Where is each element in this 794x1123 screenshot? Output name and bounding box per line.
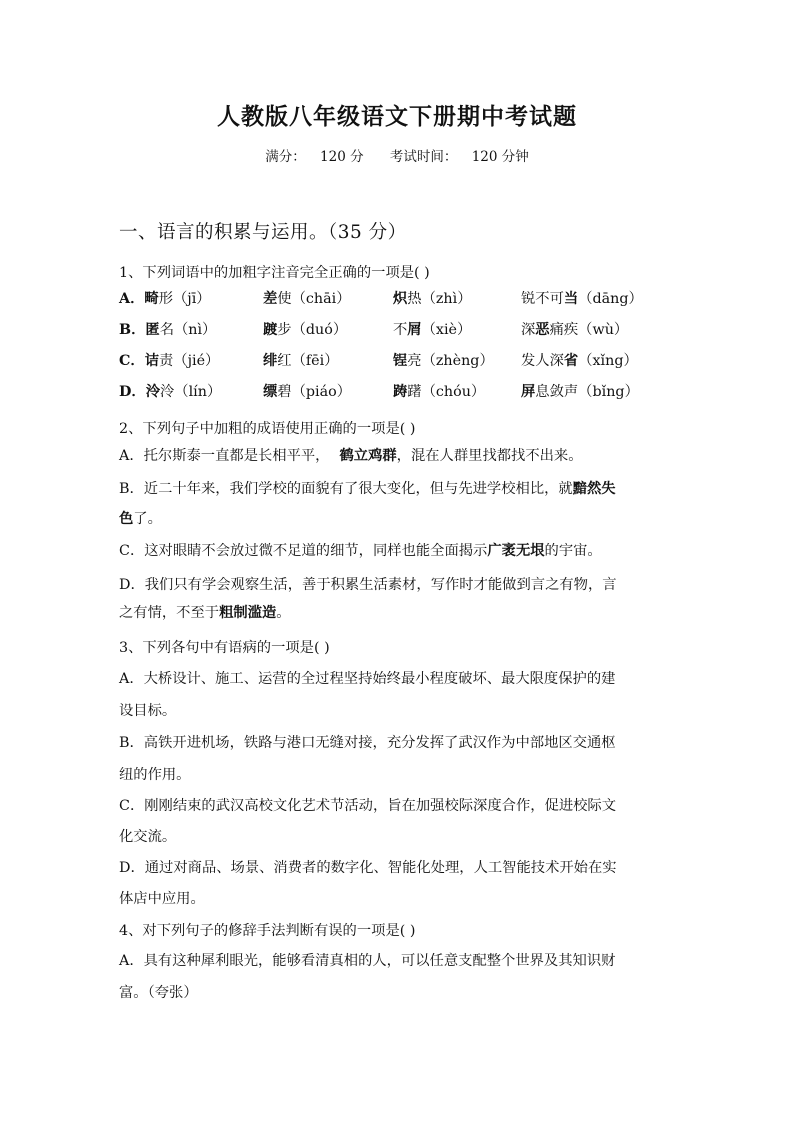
q1-stem: 1、下列词语中的加粗字注音完全正确的一项是( ) <box>119 265 430 281</box>
q1-b-cell-1: B．匿名（nì） <box>119 322 217 338</box>
q4-option-a-line2: 富。（夸张） <box>119 985 198 1001</box>
q3-option-d-line1: D．通过对商品、场景、消费者的数字化、智能化处理，人工智能技术开始在实 <box>119 860 617 876</box>
q3-option-c-line1: C．刚刚结束的武汉高校文化艺术节活动，旨在加强校际深度合作，促进校际文 <box>119 798 617 814</box>
q1-c-cell-2: 绯红（fēi） <box>263 353 339 369</box>
q1-a-cell-2: 差使（chāi） <box>263 291 351 307</box>
q2-option-d-line1: D．我们只有学会观察生活，善于积累生活素材，写作时才能做到言之有物，言 <box>119 577 617 593</box>
q1-a-cell-4: 锐不可当（dāng） <box>521 291 643 307</box>
q1-c-cell-3: 锃亮（zhèng） <box>393 353 494 369</box>
q1-a-cell-1: A．畸形（jī） <box>119 291 211 307</box>
q3-option-b-line2: 纽的作用。 <box>119 767 191 783</box>
q1-c-cell-1: C．诘责（jié） <box>119 353 220 369</box>
q2-stem: 2、下列句子中加粗的成语使用正确的一项是( ) <box>119 421 416 437</box>
q2-option-a: A．托尔斯泰一直都是长相平平， 鹤立鸡群，混在人群里找都找不出来。 <box>119 448 583 464</box>
q1-b-cell-2: 踱步（duó） <box>263 322 348 338</box>
q1-d-cell-1: D．泠泠（lín） <box>119 384 222 400</box>
q1-b-cell-4: 深恶痛疾（wù） <box>521 322 629 338</box>
score-label: 满分： <box>265 149 306 165</box>
q2-option-b-line2: 色了。 <box>119 511 162 527</box>
score-value: 120 分 <box>320 149 364 165</box>
exam-info <box>0 145 794 165</box>
q2-option-b-line1: B．近二十年来，我们学校的面貌有了很大变化，但与先进学校相比，就黯然失 <box>119 481 616 497</box>
q3-option-c-line2: 化交流。 <box>119 829 177 845</box>
q3-option-a-line2: 设目标。 <box>119 703 177 719</box>
q3-option-b-line1: B．高铁开进机场，铁路与港口无缝对接，充分发挥了武汉作为中部地区交通枢 <box>119 735 616 751</box>
section-heading: 一、语言的积累与运用。（35 分） <box>119 222 407 243</box>
q2-option-c: C．这对眼睛不会放过微不足道的细节，同样也能全面揭示广袤无垠的宇宙。 <box>119 543 602 559</box>
page-title: 人教版八年级语文下册期中考试题 <box>217 103 577 130</box>
time-label: 考试时间： <box>389 149 458 165</box>
q3-option-a-line1: A．大桥设计、施工、运营的全过程坚持始终最小程度破坏、最大限度保护的建 <box>119 671 616 687</box>
q2-option-d-line2: 之有情，不至于粗制滥造。 <box>119 605 291 621</box>
q3-stem: 3、下列各句中有语病的一项是( ) <box>119 640 330 656</box>
q1-b-cell-3: 不屑（xiè） <box>393 322 472 338</box>
q1-d-cell-3: 踌躇（chóu） <box>393 384 486 400</box>
q1-a-cell-3: 炽热（zhì） <box>393 291 472 307</box>
q4-option-a-line1: A．具有这种犀利眼光，能够看清真相的人，可以任意支配整个世界及其知识财 <box>119 953 616 969</box>
q1-c-cell-4: 发人深省（xǐng） <box>521 353 638 369</box>
q3-option-d-line2: 体店中应用。 <box>119 891 205 907</box>
time-value: 120 分钟 <box>471 149 529 165</box>
q4-stem: 4、对下列句子的修辞手法判断有误的一项是( ) <box>119 923 416 939</box>
q1-d-cell-4: 屏息敛声（bǐng） <box>521 384 639 400</box>
q1-d-cell-2: 缥碧（piáo） <box>263 384 352 400</box>
